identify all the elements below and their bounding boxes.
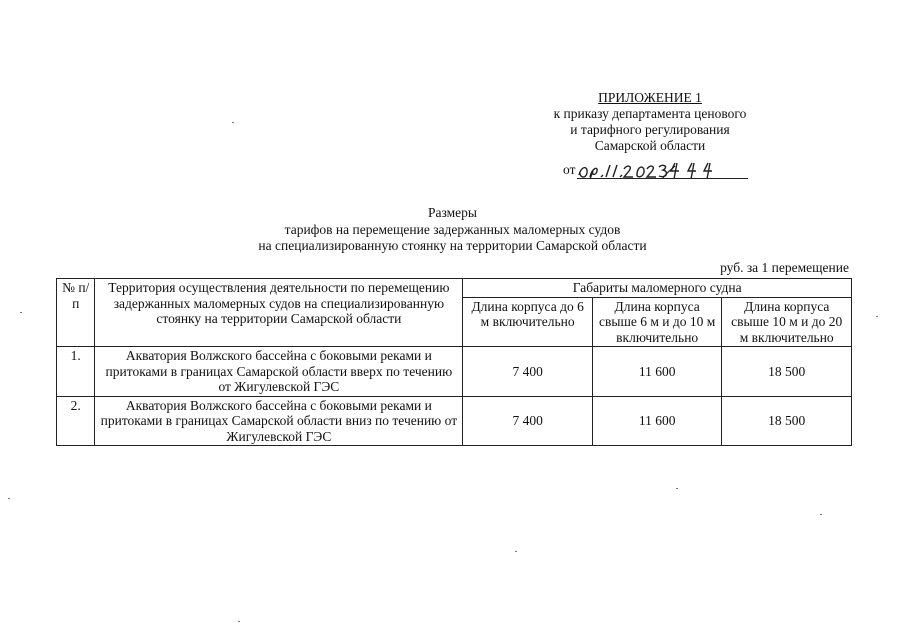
scan-speck: [820, 514, 822, 515]
appendix-block: [520, 90, 780, 154]
document-title: [200, 205, 705, 255]
appendix-line-3: Самарской области: [594, 138, 706, 153]
date-prefix: от: [563, 162, 576, 177]
scan-speck: [20, 312, 22, 313]
unit-label: руб. за 1 перемещение: [720, 260, 849, 275]
scan-speck: [876, 316, 878, 317]
row-value-size-1: 7 400: [463, 396, 593, 446]
row-num: 1.: [57, 347, 95, 397]
table-row: [57, 396, 852, 446]
title-line-1: Размеры: [428, 205, 477, 220]
tariff-table: [56, 278, 852, 446]
row-value-size-1: 7 400: [463, 347, 593, 397]
header-size-2: Длина корпуса свыше 6 м и до 10 м включительно: [592, 297, 722, 347]
scan-speck: [8, 498, 10, 499]
header-size-3: Длина корпуса свыше 10 м и до 20 м включительно: [722, 297, 852, 347]
row-value-size-3: 18 500: [722, 396, 852, 446]
scan-speck: [515, 551, 517, 552]
header-territory: Территория осуществления деятельности по перемещению задержанных маломерных судов на специализированную стоянку на территории Самарской области: [95, 279, 463, 347]
row-value-size-2: 11 600: [592, 396, 722, 446]
scan-speck: [232, 122, 234, 123]
row-value-size-2: 11 600: [592, 347, 722, 397]
table-row: [57, 347, 852, 397]
header-dimensions: Габариты маломерного судна: [463, 279, 852, 298]
header-size-1: Длина корпуса до 6 м включительно: [463, 297, 593, 347]
title-line-2: тарифов на перемещение задержанных маломерных судов: [284, 221, 621, 237]
scan-speck: [676, 488, 678, 489]
row-territory: Акватория Волжского бассейна с боковыми реками и притоками в границах Самарской области вниз по течению от Жигулевской ГЭС: [95, 396, 463, 446]
scan-speck: [238, 621, 240, 622]
row-num: 2.: [57, 396, 95, 446]
appendix-heading: ПРИЛОЖЕНИЕ 1: [598, 90, 702, 105]
title-line-3: на специализированную стоянку на территории Самарской области: [258, 238, 647, 253]
appendix-line-2: и тарифного регулирования: [570, 122, 730, 137]
row-value-size-3: 18 500: [722, 347, 852, 397]
row-territory: Акватория Волжского бассейна с боковыми реками и притоками в границах Самарской области вверх по течению от Жигулевской ГЭС: [95, 347, 463, 397]
table-header-row: [57, 279, 852, 298]
order-date-number: [563, 158, 748, 180]
handwritten-date-number: [563, 158, 748, 182]
appendix-line-1: к приказу департамента ценового: [553, 106, 747, 121]
header-num: № п/п: [57, 279, 95, 347]
